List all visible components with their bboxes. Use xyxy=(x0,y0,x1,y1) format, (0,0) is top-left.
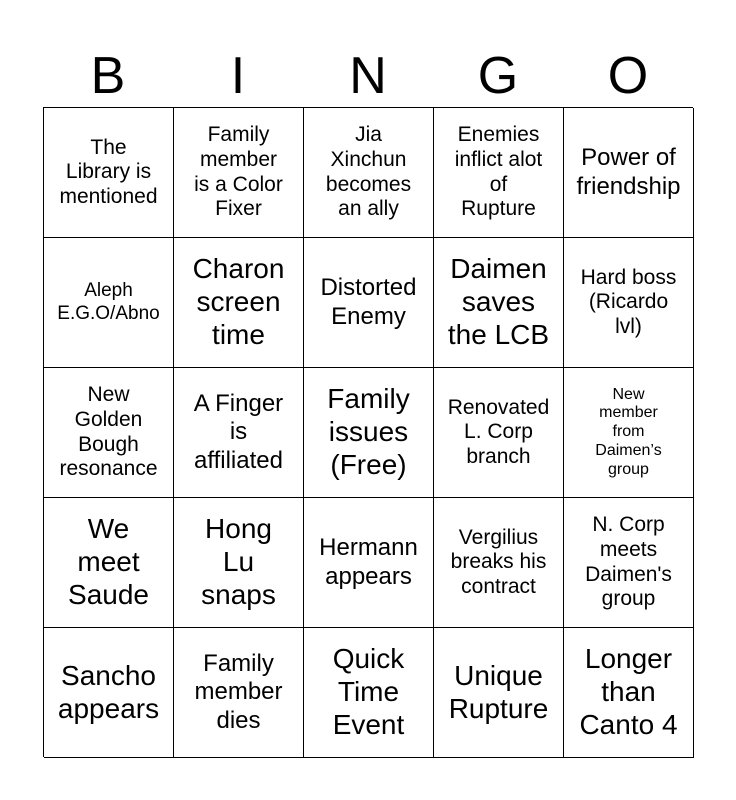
bingo-cell[interactable] xyxy=(304,108,434,238)
bingo-cell[interactable] xyxy=(434,498,564,628)
cell-text: Charon screen time xyxy=(192,253,285,350)
cell-text: Longer than Canto 4 xyxy=(579,643,678,740)
bingo-header xyxy=(43,40,693,108)
bingo-cell[interactable] xyxy=(44,108,174,238)
cell-text: Family member is a Color Fixer xyxy=(194,123,283,221)
cell-text: Distorted Enemy xyxy=(320,274,417,330)
bingo-cell[interactable] xyxy=(304,368,434,498)
bingo-cell[interactable] xyxy=(434,628,564,758)
cell-text: The Library is mentioned xyxy=(59,135,158,208)
bingo-cell[interactable] xyxy=(44,368,174,498)
bingo-cell[interactable] xyxy=(174,498,304,628)
cell-text: Aleph E.G.O/Abno xyxy=(57,280,160,324)
bingo-cell[interactable] xyxy=(174,108,304,238)
bingo-cell[interactable] xyxy=(44,628,174,758)
bingo-cell[interactable] xyxy=(44,238,174,368)
cell-text: Hard boss (Ricardo lvl) xyxy=(580,265,677,338)
cell-text: N. Corp meets Daimen's group xyxy=(585,513,672,611)
bingo-cell[interactable] xyxy=(434,238,564,368)
cell-text: New member from Daimen’s group xyxy=(595,385,662,478)
cell-text: Sancho appears xyxy=(57,659,160,724)
cell-text: A Finger is affiliated xyxy=(193,390,284,474)
cell-text: Family issues (Free) xyxy=(327,383,410,480)
cell-text: New Golden Bough resonance xyxy=(59,383,158,481)
bingo-cell[interactable] xyxy=(564,238,694,368)
bingo-cell[interactable] xyxy=(434,108,564,238)
bingo-cell[interactable] xyxy=(174,238,304,368)
cell-text: Family member dies xyxy=(194,650,283,734)
header-letter-n: N xyxy=(349,47,387,105)
bingo-board xyxy=(43,107,693,757)
cell-text: Daimen saves the LCB xyxy=(447,253,550,350)
cell-text: Power of friendship xyxy=(576,144,681,200)
bingo-cell[interactable] xyxy=(304,238,434,368)
header-letter-g: G xyxy=(477,47,519,105)
bingo-cell[interactable] xyxy=(174,368,304,498)
cell-text: Unique Rupture xyxy=(448,659,549,724)
bingo-cell[interactable] xyxy=(434,368,564,498)
cell-text: Hong Lu snaps xyxy=(201,513,276,610)
header-letter-b: B xyxy=(90,47,126,105)
cell-text: Renovated L. Corp branch xyxy=(447,395,550,468)
header-letter-i: I xyxy=(230,47,246,105)
bingo-cell[interactable] xyxy=(44,498,174,628)
cell-text: We meet Saude xyxy=(68,513,149,610)
cell-text: Enemies inflict alot of Rupture xyxy=(454,123,543,221)
bingo-cell[interactable] xyxy=(174,628,304,758)
bingo-cell[interactable] xyxy=(564,368,694,498)
cell-text: Quick Time Event xyxy=(332,643,405,740)
bingo-cell[interactable] xyxy=(564,498,694,628)
bingo-cell[interactable] xyxy=(564,108,694,238)
cell-text: Jia Xinchun becomes an ally xyxy=(325,123,412,221)
bingo-cell[interactable] xyxy=(564,628,694,758)
bingo-cell[interactable] xyxy=(304,628,434,758)
cell-text: Vergilius breaks his contract xyxy=(450,525,547,598)
cell-text: Hermann appears xyxy=(319,534,418,590)
header-letter-o: O xyxy=(607,47,649,105)
bingo-cell[interactable] xyxy=(304,498,434,628)
